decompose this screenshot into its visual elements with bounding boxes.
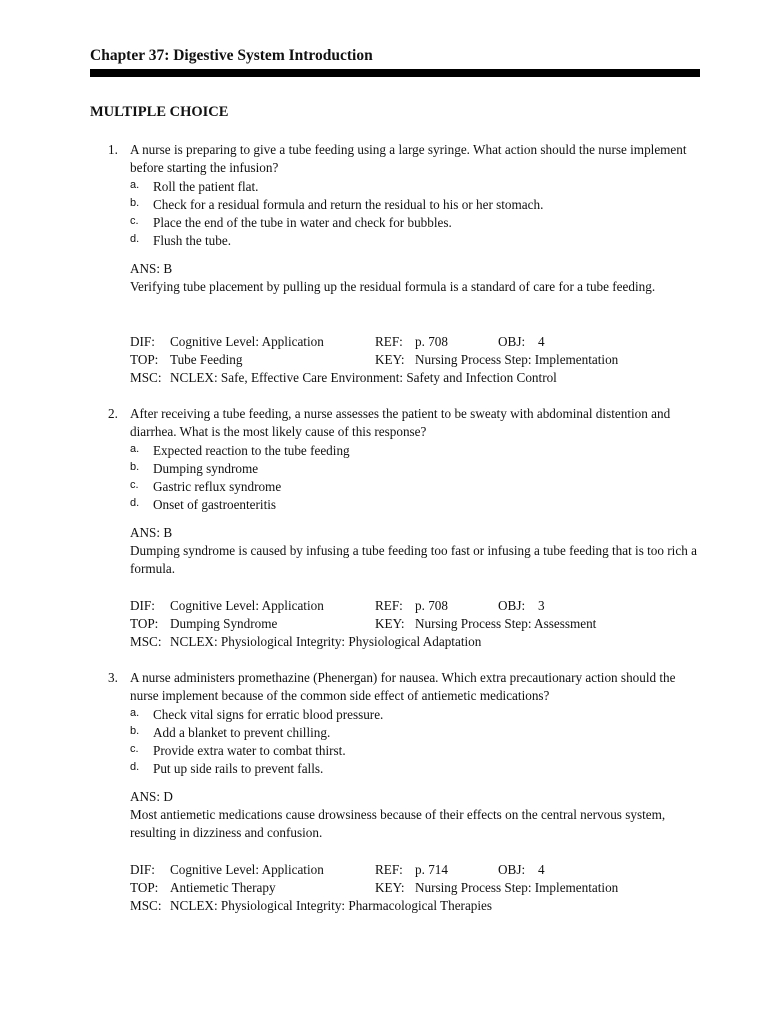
answer-key: ANS: B [130,261,173,276]
question-2 [108,405,708,655]
msc-label: MSC: [130,634,162,649]
option-letter: a. [130,179,140,191]
question-number: 2. [108,406,118,421]
obj-value: 3 [538,598,545,613]
rationale: Most antiemetic medications cause drowsiness because of their effects on the central nervous system, resulting in dizziness and confusion. [130,807,666,840]
question-text: A nurse is preparing to give a tube feeding using a large syringe. What action should the nurse implement before starting the infusion? [130,142,687,175]
meta-row-dif [130,333,710,351]
option-text: Place the end of the tube in water and check for bubbles. [153,215,452,230]
question-3 [108,669,708,919]
obj-label: OBJ: [498,598,526,613]
meta-row-dif [130,597,710,615]
ref-value: p. 708 [415,334,448,349]
meta-row-msc [130,369,710,387]
question-text: After receiving a tube feeding, a nurse assesses the patient to be sweaty with abdominal distention and diarrhea. What is the most likely cause of this response? [130,406,671,439]
dif-label: DIF: [130,862,155,877]
key-label: KEY: [375,616,405,631]
ref-value: p. 708 [415,598,448,613]
top-value: Dumping Syndrome [170,616,278,631]
option-text: Put up side rails to prevent falls. [153,761,324,776]
meta-row-msc [130,897,710,915]
rationale: Dumping syndrome is caused by infusing a tube feeding too fast or infusing a tube feeding that is too rich a formula. [130,543,697,576]
top-label: TOP: [130,616,159,631]
obj-value: 4 [538,862,545,877]
top-value: Tube Feeding [170,352,243,367]
top-label: TOP: [130,880,159,895]
obj-label: OBJ: [498,334,526,349]
msc-label: MSC: [130,370,162,385]
option-text: Check vital signs for erratic blood pressure. [153,707,384,722]
dif-value: Cognitive Level: Application [170,334,324,349]
chapter-title: Chapter 37: Digestive System Introduction [90,47,373,64]
title-rule [90,69,700,77]
meta-row-top [130,615,710,633]
obj-value: 4 [538,334,545,349]
meta-row-top [130,351,710,369]
answer-key: ANS: B [130,525,173,540]
meta-row-msc [130,633,710,651]
option-letter: c. [130,479,139,491]
question-1 [108,141,708,391]
option-letter: a. [130,707,140,719]
msc-value: NCLEX: Physiological Integrity: Pharmacological Therapies [170,898,493,913]
question-number: 3. [108,670,118,685]
option-letter: b. [130,461,140,473]
ref-label: REF: [375,334,403,349]
key-value: Nursing Process Step: Implementation [415,352,619,367]
option-text: Expected reaction to the tube feeding [153,443,350,458]
msc-value: NCLEX: Physiological Integrity: Physiological Adaptation [170,634,482,649]
question-metadata [130,333,710,387]
dif-label: DIF: [130,598,155,613]
question-metadata [130,597,710,651]
dif-label: DIF: [130,334,155,349]
ref-label: REF: [375,598,403,613]
ref-value: p. 714 [415,862,448,877]
top-value: Antiemetic Therapy [170,880,276,895]
option-text: Gastric reflux syndrome [153,479,282,494]
option-text: Check for a residual formula and return the residual to his or her stomach. [153,197,544,212]
key-label: KEY: [375,880,405,895]
option-text: Provide extra water to combat thirst. [153,743,346,758]
option-letter: a. [130,443,140,455]
option-letter: d. [130,497,140,509]
key-value: Nursing Process Step: Implementation [415,880,619,895]
option-text: Flush the tube. [153,233,232,248]
option-text: Onset of gastroenteritis [153,497,277,512]
key-value: Nursing Process Step: Assessment [415,616,597,631]
option-text: Dumping syndrome [153,461,259,476]
option-letter: c. [130,743,139,755]
option-text: Add a blanket to prevent chilling. [153,725,331,740]
question-text: A nurse administers promethazine (Phenergan) for nausea. Which extra precautionary action should the nurse implement because of the common side effect of antiemetic medications? [130,670,676,703]
option-letter: d. [130,761,140,773]
dif-value: Cognitive Level: Application [170,598,324,613]
msc-value: NCLEX: Safe, Effective Care Environment: Safety and Infection Control [170,370,557,385]
section-title: MULTIPLE CHOICE [90,104,229,120]
answer-key: ANS: D [130,789,173,804]
ref-label: REF: [375,862,403,877]
option-letter: b. [130,197,140,209]
question-metadata [130,861,710,915]
obj-label: OBJ: [498,862,526,877]
rationale: Verifying tube placement by pulling up the residual formula is a standard of care for a tube feeding. [130,279,656,294]
meta-row-top [130,879,710,897]
msc-label: MSC: [130,898,162,913]
top-label: TOP: [130,352,159,367]
option-letter: d. [130,233,140,245]
option-letter: b. [130,725,140,737]
dif-value: Cognitive Level: Application [170,862,324,877]
key-label: KEY: [375,352,405,367]
option-text: Roll the patient flat. [153,179,259,194]
option-letter: c. [130,215,139,227]
meta-row-dif [130,861,710,879]
question-number: 1. [108,142,118,157]
